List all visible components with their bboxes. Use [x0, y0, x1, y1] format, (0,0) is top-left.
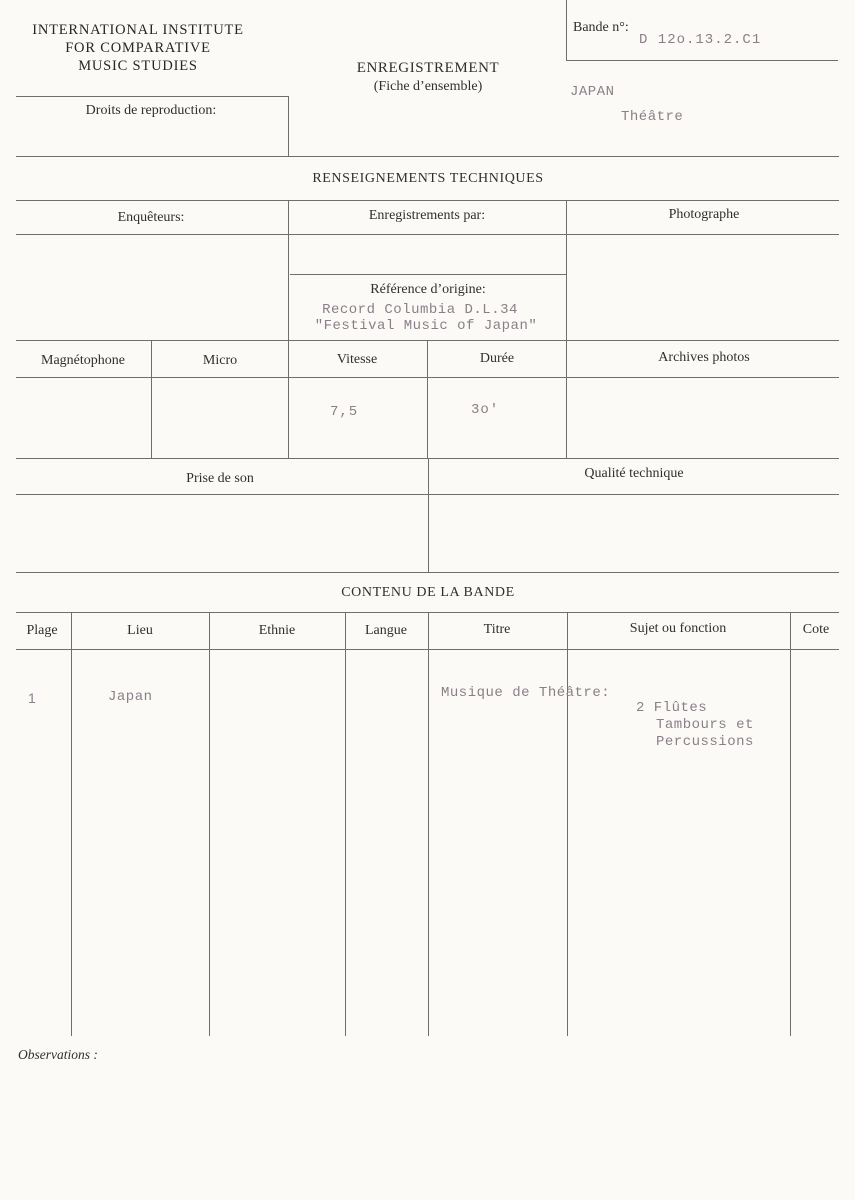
genre-value: Théâtre: [621, 109, 684, 125]
institute-line-1: INTERNATIONAL INSTITUTE: [32, 22, 244, 38]
column-header-titre: Titre: [483, 622, 511, 637]
row-sujet-line-3: Percussions: [656, 734, 754, 750]
contents-divider-2: [209, 612, 210, 1036]
duree-label: Durée: [479, 351, 515, 366]
technical-divider-5: [427, 340, 428, 458]
reference-line-2: "Festival Music of Japan": [314, 318, 538, 334]
technical-rule-6: [16, 494, 839, 495]
technical-divider-4: [288, 340, 289, 458]
reference-label: Référence d’origine:: [370, 282, 486, 297]
technical-section-title: RENSEIGNEMENTS TECHNIQUES: [312, 171, 544, 186]
technical-rule-4: [16, 377, 839, 378]
contents-divider-3: [345, 612, 346, 1036]
bande-label: Bande n°:: [573, 20, 629, 35]
rights-box-top-border: [16, 96, 288, 97]
country-value: JAPAN: [570, 84, 615, 100]
photographe-label: Photographe: [668, 207, 740, 222]
row-sujet-line-1: 2 Flûtes: [636, 700, 708, 716]
column-header-cote: Cote: [802, 622, 830, 637]
vitesse-value: 7,5: [330, 404, 359, 420]
header-bottom-rule: [16, 156, 839, 157]
enregistrements-label: Enregistrements par:: [368, 208, 486, 223]
bande-value: D 12o.13.2.C1: [639, 32, 762, 48]
technical-rule-7: [16, 572, 839, 573]
form-subtitle: (Fiche d’ensemble): [373, 79, 483, 94]
qualite-label: Qualité technique: [584, 466, 684, 481]
contents-divider-4: [428, 612, 429, 1036]
vitesse-label: Vitesse: [336, 352, 378, 367]
contents-divider-1: [71, 612, 72, 1036]
institute-name: [32, 21, 244, 75]
contents-divider-6: [790, 612, 791, 1036]
institute-line-3: MUSIC STUDIES: [78, 58, 198, 74]
column-header-sujet: Sujet ou fonction: [629, 621, 727, 636]
column-header-langue: Langue: [365, 623, 407, 638]
rights-label: Droits de reproduction:: [85, 103, 217, 118]
row-sujet-line-2: Tambours et: [656, 717, 754, 733]
observations-label: Observations :: [18, 1047, 98, 1062]
rights-box-right-border: [288, 96, 289, 156]
enqueteurs-label: Enquêteurs:: [117, 210, 185, 225]
micro-label: Micro: [202, 353, 238, 368]
technical-divider-7: [428, 458, 429, 572]
contents-divider-5: [567, 612, 568, 1036]
institute-line-2: FOR COMPARATIVE: [65, 40, 211, 56]
column-header-ethnie: Ethnie: [258, 623, 296, 638]
form-title: ENREGISTREMENT: [356, 60, 500, 76]
technical-divider-6: [566, 340, 567, 458]
technical-divider-2: [566, 200, 567, 340]
technical-rule-2: [16, 234, 839, 235]
reference-rule: [290, 274, 566, 275]
row-plage: 1: [28, 690, 37, 706]
archives-label: Archives photos: [658, 350, 750, 365]
duree-value: 3o': [471, 402, 500, 418]
column-header-lieu: Lieu: [127, 623, 153, 638]
prise-label: Prise de son: [186, 471, 254, 486]
bande-box-left-border: [566, 0, 567, 60]
row-titre: Musique de Théâtre:: [441, 685, 611, 701]
bande-box-bottom-border: [566, 60, 838, 61]
contents-section-title: CONTENU DE LA BANDE: [341, 585, 515, 600]
technical-divider-1: [288, 200, 289, 340]
row-lieu: Japan: [108, 689, 153, 705]
technical-divider-3: [151, 340, 152, 458]
magnetophone-label: Magnétophone: [41, 353, 125, 368]
column-header-plage: Plage: [26, 623, 58, 638]
technical-rule-1: [16, 200, 839, 201]
reference-line-1: Record Columbia D.L.34: [322, 302, 518, 318]
